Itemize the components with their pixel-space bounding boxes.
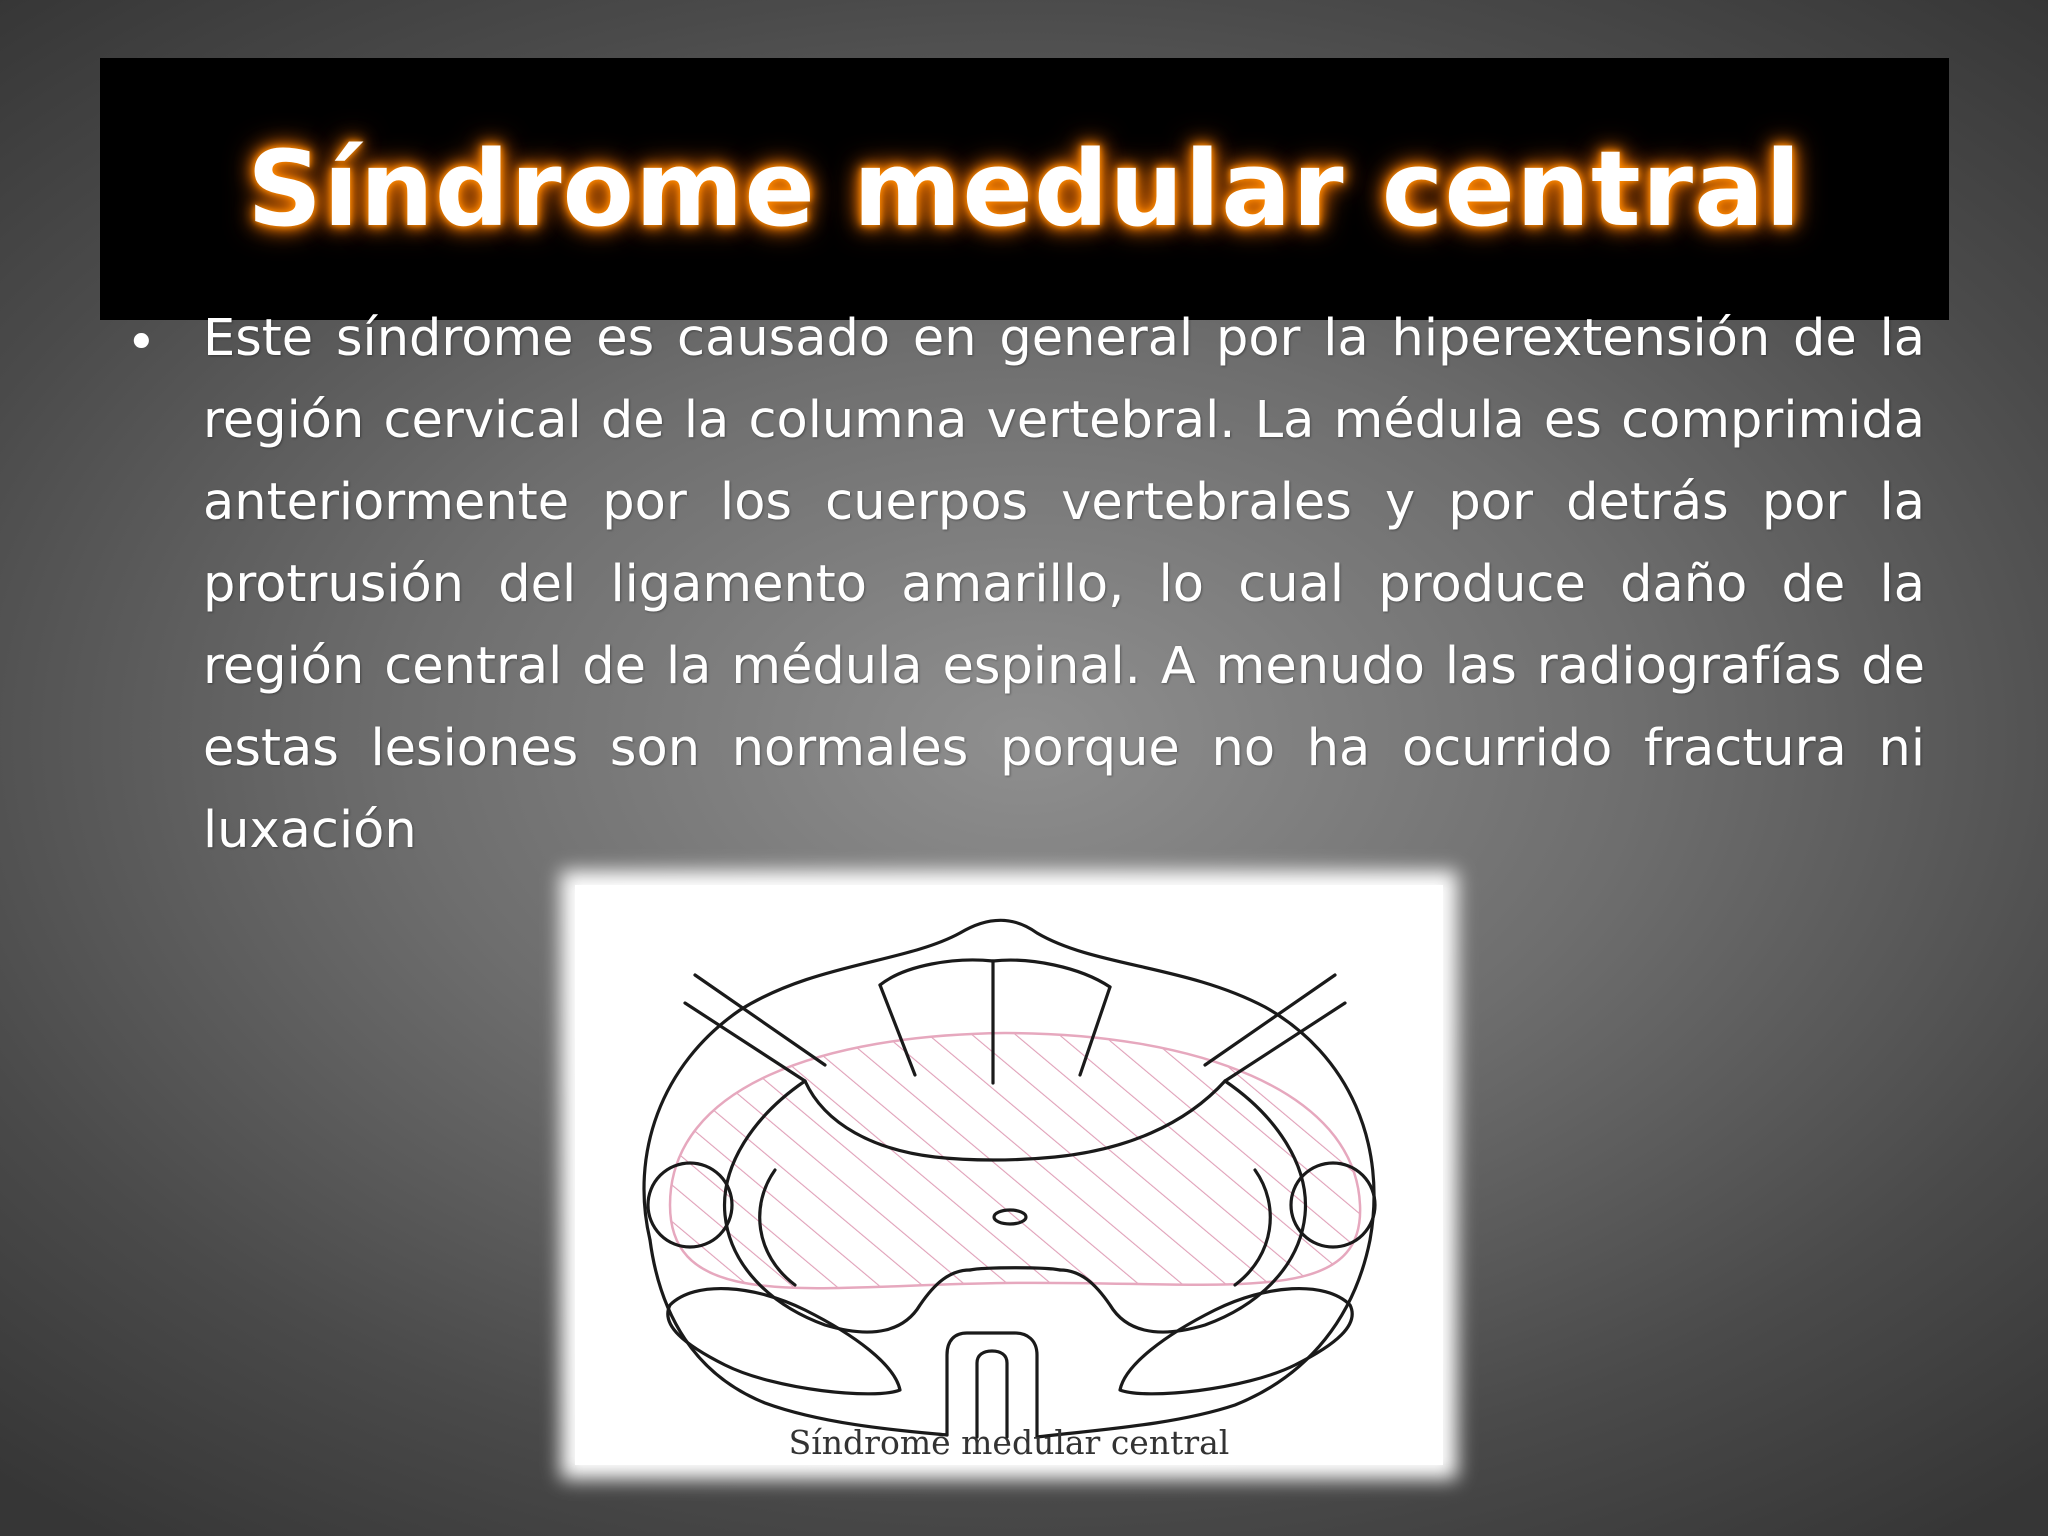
bullet-marker: • [126,313,157,373]
spinal-cord-diagram [575,885,1443,1465]
spinal-cord-cross-section [575,885,1443,1465]
body-paragraph: Este síndrome es causado en general por la hiperextensión de la región cervical de la columna vertebral. La médula es comprimida anteriormente por los cuerpos vertebrales y por detrás por la protrusión del ligamento amarillo, lo cual produce daño de la región central de la médula espinal. A menudo las radiografías de estas lesiones son normales porque no ha ocurrido fractura ni luxación [203,309,1925,860]
figure-caption: Síndrome medular central [788,1423,1230,1462]
slide-title: Síndrome medular central [247,128,1802,250]
